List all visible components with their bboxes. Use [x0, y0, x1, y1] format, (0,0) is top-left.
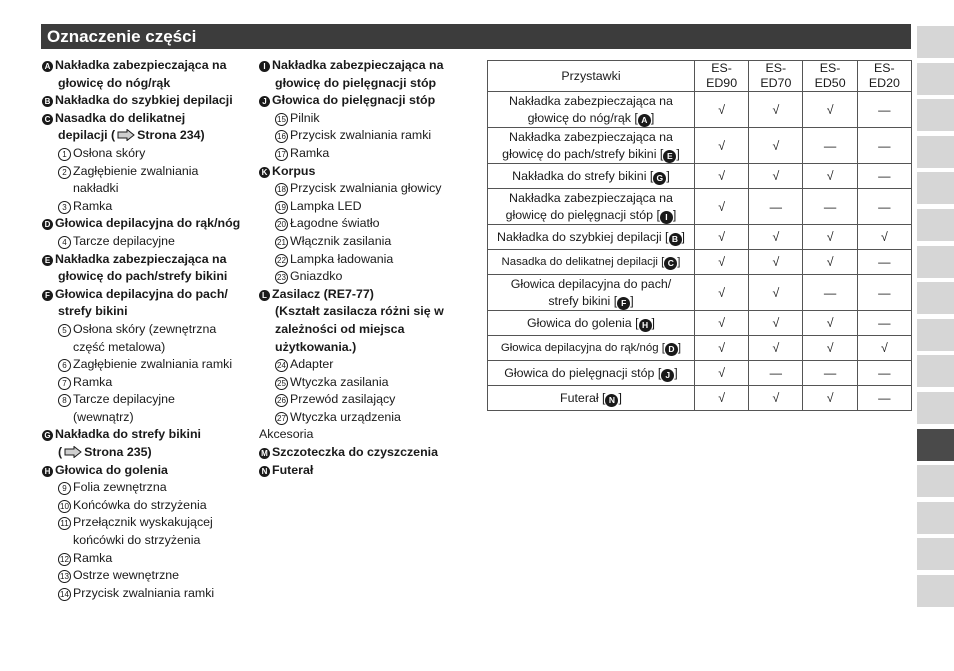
- included-check-mark: √: [694, 164, 748, 189]
- item-number-circle: 17: [275, 148, 288, 161]
- accessory-name-cell: [488, 225, 695, 250]
- list-item: [259, 409, 485, 427]
- arrow-right-icon: [64, 446, 82, 458]
- list-item: [259, 163, 485, 181]
- list-item: [42, 75, 254, 93]
- accessory-letter-badge: B: [669, 233, 682, 246]
- item-label: Ramka: [73, 374, 113, 389]
- not-included-dash: —: [803, 361, 857, 386]
- side-tab[interactable]: [917, 63, 954, 95]
- included-check-mark: √: [749, 92, 803, 128]
- list-item: [42, 145, 254, 163]
- list-item: [259, 233, 485, 251]
- item-number-circle: 21: [275, 236, 288, 249]
- item-label: zależności od miejsca: [275, 321, 405, 336]
- included-check-mark: √: [803, 92, 857, 128]
- table-row: [488, 311, 912, 336]
- item-label: Przycisk zwalniania ramki: [290, 128, 432, 143]
- accessory-name-cell: [488, 128, 695, 164]
- list-item: [42, 585, 254, 603]
- accessory-letter-badge: J: [661, 369, 674, 382]
- item-label: Przycisk zwalniania ramki: [73, 585, 215, 600]
- item-number-circle: 2: [58, 166, 71, 179]
- list-item: [259, 251, 485, 269]
- accessory-letter-badge: G: [653, 172, 666, 185]
- item-label: (: [58, 445, 63, 460]
- item-label: Zagłębienie zwalniania ramki: [73, 357, 233, 372]
- table-header-cell: Przystawki: [488, 61, 695, 92]
- table-row: [488, 128, 912, 164]
- table-row: [488, 336, 912, 361]
- list-item: [259, 286, 485, 304]
- item-label: Ramka: [73, 550, 113, 565]
- accessory-bracket-close: ]: [677, 341, 682, 354]
- table-row: [488, 361, 912, 386]
- item-label: Przełącznik wyskakującej: [73, 515, 213, 530]
- accessory-name-line: [491, 293, 691, 310]
- table-header-cell: ES-ED20: [857, 61, 911, 92]
- item-label: Ramka: [290, 145, 330, 160]
- item-letter-badge: B: [42, 96, 53, 107]
- list-item: [259, 303, 485, 321]
- accessory-name-line: Głowica depilacyjna do pach/: [510, 276, 672, 291]
- item-number-circle: 20: [275, 218, 288, 231]
- item-label: Łagodne światło: [290, 216, 380, 231]
- list-item: [259, 75, 485, 93]
- included-check-mark: √: [803, 164, 857, 189]
- item-label: Lampka LED: [290, 198, 362, 213]
- list-item: [259, 215, 485, 233]
- accessory-bracket-close: ]: [672, 207, 677, 222]
- parts-list-left: [42, 57, 254, 602]
- not-included-dash: —: [857, 386, 911, 411]
- included-check-mark: √: [749, 164, 803, 189]
- side-tab[interactable]: [917, 538, 954, 570]
- accessories-table: [487, 60, 912, 411]
- item-label: nakładki: [73, 181, 119, 196]
- item-number-circle: 22: [275, 254, 288, 267]
- item-label: głowicę do pielęgnacji stóp: [275, 75, 437, 90]
- item-number-circle: 18: [275, 183, 288, 196]
- item-number-circle: 14: [58, 588, 71, 601]
- list-item: [259, 356, 485, 374]
- page-reference-link[interactable]: Strona 234): [137, 128, 205, 143]
- item-letter-badge: D: [42, 219, 53, 230]
- side-tab[interactable]: [917, 319, 954, 351]
- accessory-letter-badge: N: [605, 394, 618, 407]
- item-label: Gniazdko: [290, 269, 343, 284]
- item-label: głowicę do nóg/rąk: [58, 75, 171, 90]
- accessory-name-line: Nakładka zabezpieczająca na: [509, 129, 673, 144]
- included-check-mark: √: [749, 250, 803, 275]
- accessory-name-text: Głowica do golenia [: [526, 315, 639, 330]
- accessory-name-cell: [488, 189, 695, 225]
- included-check-mark: √: [857, 336, 911, 361]
- item-number-circle: 23: [275, 271, 288, 284]
- accessory-name-cell: [488, 250, 695, 275]
- included-check-mark: √: [694, 311, 748, 336]
- accessory-name-cell: [488, 311, 695, 336]
- included-check-mark: √: [803, 336, 857, 361]
- side-tab[interactable]: [917, 465, 954, 497]
- accessory-name-text: głowicę do nóg/rąk [: [527, 110, 638, 125]
- list-item: [259, 321, 485, 339]
- accessory-name-line: Nakładka zabezpieczająca na: [509, 190, 673, 205]
- item-label: Nakładka do szybkiej depilacji: [55, 93, 233, 108]
- accessory-name-text: Futerał [: [560, 390, 606, 405]
- list-item: [42, 268, 254, 286]
- list-item: [259, 426, 485, 444]
- item-label: Nasadka do delikatnej: [55, 110, 186, 125]
- item-number-circle: 24: [275, 359, 288, 372]
- list-item: [42, 233, 254, 251]
- included-check-mark: √: [803, 250, 857, 275]
- item-letter-badge: N: [259, 466, 270, 477]
- item-number-circle: 1: [58, 148, 71, 161]
- side-tab[interactable]: [917, 392, 954, 424]
- side-tab[interactable]: [917, 502, 954, 534]
- included-check-mark: √: [694, 336, 748, 361]
- accessory-name-cell: [488, 92, 695, 128]
- side-tab[interactable]: [917, 172, 954, 204]
- accessory-name-text: Nakładka do szybkiej depilacji [: [497, 229, 669, 244]
- included-check-mark: √: [749, 311, 803, 336]
- list-item: [42, 198, 254, 216]
- side-tab[interactable]: [917, 209, 954, 241]
- not-included-dash: —: [857, 311, 911, 336]
- item-label: Osłona skóry (zewnętrzna: [73, 321, 217, 336]
- included-check-mark: √: [749, 275, 803, 311]
- item-number-circle: 15: [275, 113, 288, 126]
- item-label: Nakładka do strefy bikini: [55, 427, 201, 442]
- list-item: [42, 356, 254, 374]
- item-letter-badge: H: [42, 466, 53, 477]
- list-item: [42, 57, 254, 75]
- item-letter-badge: K: [259, 167, 270, 178]
- accessory-bracket-close: ]: [618, 390, 622, 405]
- item-label: Głowica do golenia: [55, 462, 168, 477]
- item-number-circle: 6: [58, 359, 71, 372]
- item-label: Pilnik: [290, 110, 320, 125]
- arrow-right-icon: [117, 129, 135, 141]
- accessory-letter-badge: F: [617, 297, 630, 310]
- list-item: [259, 268, 485, 286]
- list-item: [259, 127, 485, 145]
- list-item: [42, 286, 254, 304]
- item-letter-badge: F: [42, 290, 53, 301]
- accessory-name-line: [491, 229, 691, 246]
- item-letter-badge: E: [42, 255, 53, 266]
- list-item: [42, 532, 254, 550]
- page-reference-link[interactable]: Strona 235): [84, 445, 152, 460]
- list-item: [42, 391, 254, 409]
- side-tab[interactable]: [917, 26, 954, 58]
- list-item: [42, 409, 254, 427]
- accessory-name-cell: [488, 361, 695, 386]
- item-label: Wtyczka zasilania: [290, 374, 389, 389]
- included-check-mark: √: [749, 225, 803, 250]
- list-item: [259, 180, 485, 198]
- list-item: [42, 479, 254, 497]
- side-tab[interactable]: [917, 355, 954, 387]
- list-item: [42, 215, 254, 233]
- not-included-dash: —: [803, 189, 857, 225]
- side-tab[interactable]: [917, 99, 954, 131]
- accessory-name-line: [491, 110, 691, 127]
- item-label: Głowica do pielęgnacji stóp: [272, 93, 436, 108]
- item-label: Włącznik zasilania: [290, 233, 392, 248]
- accessory-name-cell: [488, 275, 695, 311]
- item-label: Głowica depilacyjna do pach/: [55, 286, 228, 301]
- list-item: [42, 497, 254, 515]
- accessory-name-text: strefy bikini [: [548, 293, 618, 308]
- included-check-mark: √: [694, 275, 748, 311]
- item-number-circle: 16: [275, 130, 288, 143]
- accessory-name-text: Głowica depilacyjna do rąk/nóg [: [500, 341, 665, 354]
- list-item: [259, 145, 485, 163]
- included-check-mark: √: [749, 336, 803, 361]
- item-label: Przycisk zwalniania głowicy: [290, 181, 442, 196]
- table-row: [488, 386, 912, 411]
- accessory-name-line: [491, 315, 691, 332]
- accessory-name-line: Nakładka zabezpieczająca na: [509, 93, 673, 108]
- list-item: [42, 426, 254, 444]
- included-check-mark: √: [694, 361, 748, 386]
- table-row: [488, 189, 912, 225]
- table-row: [488, 250, 912, 275]
- accessory-letter-badge: I: [660, 211, 673, 224]
- side-tab[interactable]: [917, 575, 954, 607]
- accessory-name-cell: [488, 164, 695, 189]
- section-title: Oznaczenie części: [41, 24, 911, 49]
- item-number-circle: 8: [58, 394, 71, 407]
- item-number-circle: 27: [275, 412, 288, 425]
- table-header-row: [488, 61, 912, 92]
- accessory-bracket-close: ]: [674, 365, 678, 380]
- item-letter-badge: A: [42, 61, 53, 72]
- accessory-name-line: [491, 207, 691, 224]
- side-tab-strip: [917, 26, 954, 612]
- not-included-dash: —: [857, 189, 911, 225]
- item-number-circle: 7: [58, 377, 71, 390]
- table-row: [488, 164, 912, 189]
- item-label: Zasilacz (RE7-77): [272, 286, 374, 301]
- not-included-dash: —: [857, 361, 911, 386]
- side-tab[interactable]: [917, 136, 954, 168]
- included-check-mark: √: [857, 225, 911, 250]
- accessory-letter-badge: C: [664, 257, 677, 270]
- accessory-name-text: Głowica do pielęgnacji stóp [: [504, 365, 662, 380]
- included-check-mark: √: [749, 386, 803, 411]
- item-label: Tarcze depilacyjne: [73, 392, 175, 407]
- item-label: Ostrze wewnętrzne: [73, 568, 180, 583]
- accessory-bracket-close: ]: [681, 229, 685, 244]
- item-label: (Kształt zasilacza różni się w: [275, 304, 444, 319]
- included-check-mark: √: [803, 225, 857, 250]
- list-item: [259, 462, 485, 480]
- list-item: [42, 567, 254, 585]
- item-letter-badge: L: [259, 290, 270, 301]
- list-item: [42, 303, 254, 321]
- item-label: Tarcze depilacyjne: [73, 233, 175, 248]
- accessory-bracket-close: ]: [630, 293, 634, 308]
- not-included-dash: —: [857, 92, 911, 128]
- list-item: [42, 550, 254, 568]
- table-row: [488, 225, 912, 250]
- list-item: [259, 110, 485, 128]
- included-check-mark: √: [694, 92, 748, 128]
- not-included-dash: —: [857, 128, 911, 164]
- item-label: głowicę do pach/strefy bikini: [58, 269, 228, 284]
- item-number-circle: 9: [58, 482, 71, 495]
- item-letter-badge: J: [259, 96, 270, 107]
- item-label: Wtyczka urządzenia: [290, 409, 401, 424]
- item-number-circle: 13: [58, 570, 71, 583]
- included-check-mark: √: [694, 128, 748, 164]
- item-number-circle: 12: [58, 553, 71, 566]
- included-check-mark: √: [694, 189, 748, 225]
- accessory-name-text: Nasadka do delikatnej depilacji [: [501, 255, 665, 268]
- not-included-dash: —: [803, 128, 857, 164]
- side-tab-active[interactable]: [917, 429, 954, 461]
- item-number-circle: 4: [58, 236, 71, 249]
- item-number-circle: 3: [58, 201, 71, 214]
- list-item: [42, 92, 254, 110]
- item-label: depilacji (: [58, 128, 116, 143]
- list-item: [42, 339, 254, 357]
- not-included-dash: —: [857, 275, 911, 311]
- accessory-letter-badge: D: [665, 343, 678, 356]
- included-check-mark: √: [694, 386, 748, 411]
- list-item: [42, 374, 254, 392]
- item-label: strefy bikini: [58, 304, 128, 319]
- accessory-bracket-close: ]: [651, 315, 655, 330]
- included-check-mark: √: [749, 128, 803, 164]
- table-row: [488, 275, 912, 311]
- list-item: [42, 127, 254, 145]
- list-item: [259, 444, 485, 462]
- item-label: Głowica depilacyjna do rąk/nóg: [55, 216, 241, 231]
- item-label: (wewnątrz): [73, 409, 134, 424]
- not-included-dash: —: [803, 275, 857, 311]
- table-header-cell: ES-ED50: [803, 61, 857, 92]
- item-letter-badge: C: [42, 114, 53, 125]
- side-tab[interactable]: [917, 282, 954, 314]
- item-label: Futerał: [272, 462, 314, 477]
- list-item: [42, 444, 254, 462]
- accessory-name-line: [491, 365, 691, 382]
- item-label: Końcówka do strzyżenia: [73, 497, 207, 512]
- item-label: Folia zewnętrzna: [73, 480, 167, 495]
- accessory-name-line: [491, 146, 691, 163]
- accessory-name-cell: [488, 336, 695, 361]
- item-number-circle: 11: [58, 517, 71, 530]
- list-item: [42, 514, 254, 532]
- included-check-mark: √: [803, 386, 857, 411]
- table-header-cell: ES-ED70: [749, 61, 803, 92]
- item-label: Nakładka zabezpieczająca na: [55, 58, 227, 72]
- accessory-bracket-close: ]: [666, 168, 670, 183]
- item-number-circle: 25: [275, 377, 288, 390]
- accessory-name-text: głowicę do pielęgnacji stóp [: [505, 207, 660, 222]
- item-label: Przewód zasilający: [290, 392, 396, 407]
- item-label: Korpus: [272, 163, 316, 178]
- item-label: część metalowa): [73, 339, 166, 354]
- item-number-circle: 5: [58, 324, 71, 337]
- item-label: Lampka ładowania: [290, 251, 394, 266]
- item-label: Zagłębienie zwalniania: [73, 163, 199, 178]
- accessory-bracket-close: ]: [676, 146, 680, 161]
- list-item: [42, 462, 254, 480]
- accessory-name-text: Nakładka do strefy bikini [: [512, 168, 654, 183]
- not-included-dash: —: [749, 361, 803, 386]
- item-letter-badge: I: [259, 61, 270, 72]
- item-label: Nakładka zabezpieczająca na: [272, 58, 444, 72]
- table-header-cell: ES-ED90: [694, 61, 748, 92]
- accessory-name-line: [491, 390, 691, 407]
- not-included-dash: —: [857, 164, 911, 189]
- not-included-dash: —: [857, 250, 911, 275]
- list-item: [259, 391, 485, 409]
- accessory-letter-badge: A: [638, 114, 651, 127]
- included-check-mark: √: [694, 250, 748, 275]
- accessory-name-line: [491, 340, 691, 357]
- list-item: [259, 57, 485, 75]
- list-item: [42, 321, 254, 339]
- list-item: [42, 251, 254, 269]
- table-row: [488, 92, 912, 128]
- accessory-letter-badge: E: [663, 150, 676, 163]
- item-letter-badge: G: [42, 430, 53, 441]
- item-number-circle: 10: [58, 500, 71, 513]
- item-label: Adapter: [290, 357, 334, 372]
- accessory-letter-badge: H: [639, 319, 652, 332]
- side-tab[interactable]: [917, 246, 954, 278]
- item-label: użytkowania.): [275, 339, 357, 354]
- list-item: [259, 374, 485, 392]
- list-item: [259, 198, 485, 216]
- included-check-mark: √: [803, 311, 857, 336]
- item-number-circle: 26: [275, 394, 288, 407]
- item-label: Nakładka zabezpieczająca na: [55, 251, 227, 266]
- accessory-name-cell: [488, 386, 695, 411]
- accessory-bracket-close: ]: [650, 110, 655, 125]
- item-number-circle: 19: [275, 201, 288, 214]
- list-item: [259, 339, 485, 357]
- accessory-name-line: [491, 254, 691, 271]
- item-label: Osłona skóry: [73, 145, 146, 160]
- not-included-dash: —: [749, 189, 803, 225]
- item-letter-badge: M: [259, 448, 270, 459]
- item-label: Akcesoria: [259, 427, 314, 442]
- included-check-mark: √: [694, 225, 748, 250]
- list-item: [42, 163, 254, 181]
- parts-list-right: [259, 57, 485, 479]
- list-item: [42, 180, 254, 198]
- item-label: Szczoteczka do czyszczenia: [272, 445, 438, 460]
- accessory-bracket-close: ]: [677, 255, 681, 268]
- item-label: Ramka: [73, 198, 113, 213]
- accessory-name-text: głowicę do pach/strefy bikini [: [502, 146, 664, 161]
- item-label: końcówki do strzyżenia: [73, 533, 201, 548]
- accessory-name-line: [491, 168, 691, 185]
- list-item: [42, 110, 254, 128]
- list-item: [259, 92, 485, 110]
